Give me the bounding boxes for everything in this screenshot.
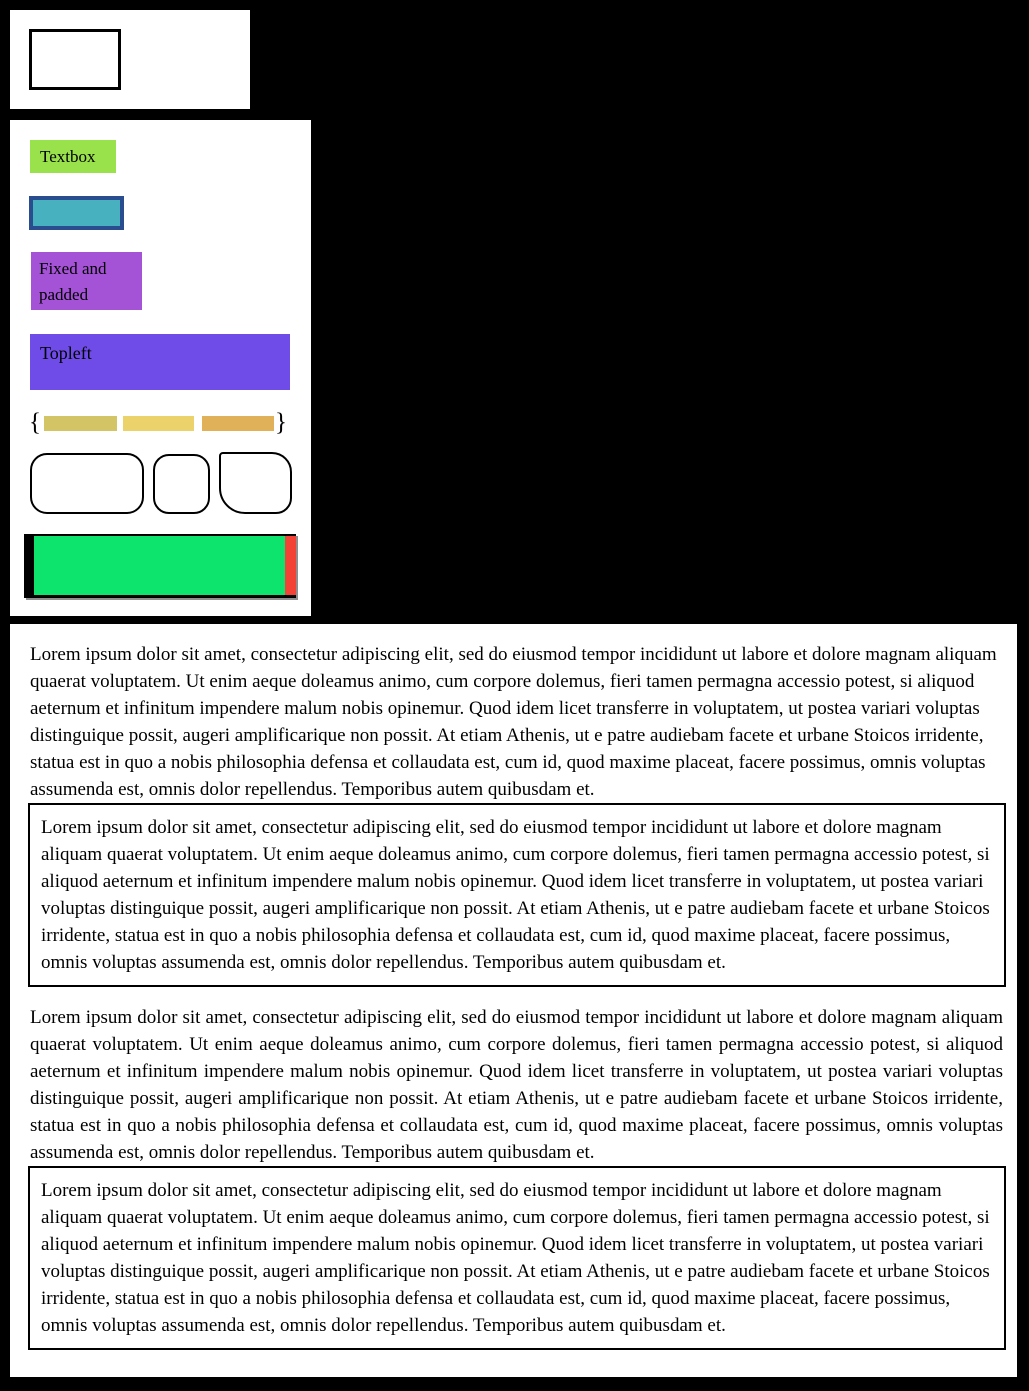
khaki-segment-1	[44, 416, 117, 431]
topleft-box	[30, 334, 290, 390]
textbox-widget	[30, 140, 116, 173]
khaki-segment-2	[123, 416, 194, 431]
rounded-rect-row	[10, 452, 311, 515]
teal-bordered-box	[29, 196, 124, 230]
textbox-label: Textbox	[40, 147, 96, 166]
paragraph-box-1	[28, 803, 1006, 987]
close-brace: }	[275, 409, 287, 436]
paragraph-bordered-2: Lorem ipsum dolor sit amet, consectetur adipiscing elit, sed do eiusmod tempor incididunt ut labore et dolore magnam aliquam quaerat voluptatem. Ut enim aeque doleamus animo, cum corpore dolemus, fieri tamen permagna accessio potest, si aliquod aeternum et infinitum impendere malum nobis opinemur. Quod idem licet transferre in voluptatem, ut postea variari voluptas distinguique possit, augeri amplificarique non possit. At etiam Athenis, ut e patre audiebam facete et urbane Stoicos irridente, statua est in quo a nobis philosophia defensa et collaudata est, cum id, quod maxime placeat, facere possimus, omnis voluptas assumenda est, omnis dolor repellendus. Temporibus autem quibusdam et.	[41, 1180, 990, 1336]
rounded-rect-mixed-corners	[219, 452, 292, 514]
widget-panel	[10, 120, 311, 616]
khaki-segment-3	[202, 416, 274, 431]
paragraph-plain-1: Lorem ipsum dolor sit amet, consectetur adipiscing elit, sed do eiusmod tempor incididunt ut labore et dolore magnam aliquam quaerat voluptatem. Ut enim aeque doleamus animo, cum corpore dolemus, fieri tamen permagna accessio potest, si aliquod aeternum et infinitum impendere malum nobis opinemur. Quod idem licet transferre in voluptatem, ut postea variari voluptas distinguique possit, augeri amplificarique non possit. At etiam Athenis, ut e patre audiebam facete et urbane Stoicos irridente, statua est in quo a nobis philosophia defensa et collaudata est, cum id, quod maxime placeat, facere possimus, omnis voluptas assumenda est, omnis dolor repellendus. Temporibus autem quibusdam et.	[30, 644, 997, 800]
outlined-rectangle	[29, 29, 121, 90]
document-area	[10, 624, 1017, 1377]
paragraph-justified: Lorem ipsum dolor sit amet, consectetur adipiscing elit, sed do eiusmod tempor incididunt ut labore et dolore magnam aliquam quaerat voluptatem. Ut enim aeque doleamus animo, cum corpore dolemus, fieri tamen permagna accessio potest, si aliquod aeternum et infinitum impendere malum nobis opinemur. Quod idem licet transferre in voluptatem, ut postea variari voluptas distinguique possit, augeri amplificarique non possit. At etiam Athenis, ut e patre audiebam facete et urbane Stoicos irridente, statua est in quo a nobis philosophia defensa et collaudata est, cum id, quod maxime placeat, facere possimus, omnis voluptas assumenda est, omnis dolor repellendus. Temporibus autem quibusdam et.	[30, 1007, 1003, 1163]
paragraph-bordered-1: Lorem ipsum dolor sit amet, consectetur adipiscing elit, sed do eiusmod tempor incididunt ut labore et dolore magnam aliquam quaerat voluptatem. Ut enim aeque doleamus animo, cum corpore dolemus, fieri tamen permagna accessio potest, si aliquod aeternum et infinitum impendere malum nobis opinemur. Quod idem licet transferre in voluptatem, ut postea variari voluptas distinguique possit, augeri amplificarique non possit. At etiam Athenis, ut e patre audiebam facete et urbane Stoicos irridente, statua est in quo a nobis philosophia defensa et collaudata est, cum id, quod maxime placeat, facere possimus, omnis voluptas assumenda est, omnis dolor repellendus. Temporibus autem quibusdam et.	[41, 817, 990, 973]
rounded-rect-small	[153, 454, 210, 514]
rounded-rect-large	[30, 453, 144, 514]
progress-bar-remainder	[285, 536, 296, 595]
topleft-label: Topleft	[40, 343, 92, 363]
progress-bar-fill	[34, 536, 285, 595]
fixed-padded-box	[31, 252, 142, 310]
top-left-panel	[10, 10, 250, 109]
fixed-padded-label: Fixed and padded	[39, 259, 107, 304]
progress-bar	[24, 534, 296, 598]
open-brace: {	[29, 409, 41, 436]
brace-row	[29, 410, 287, 436]
paragraph-box-2	[28, 1166, 1006, 1350]
